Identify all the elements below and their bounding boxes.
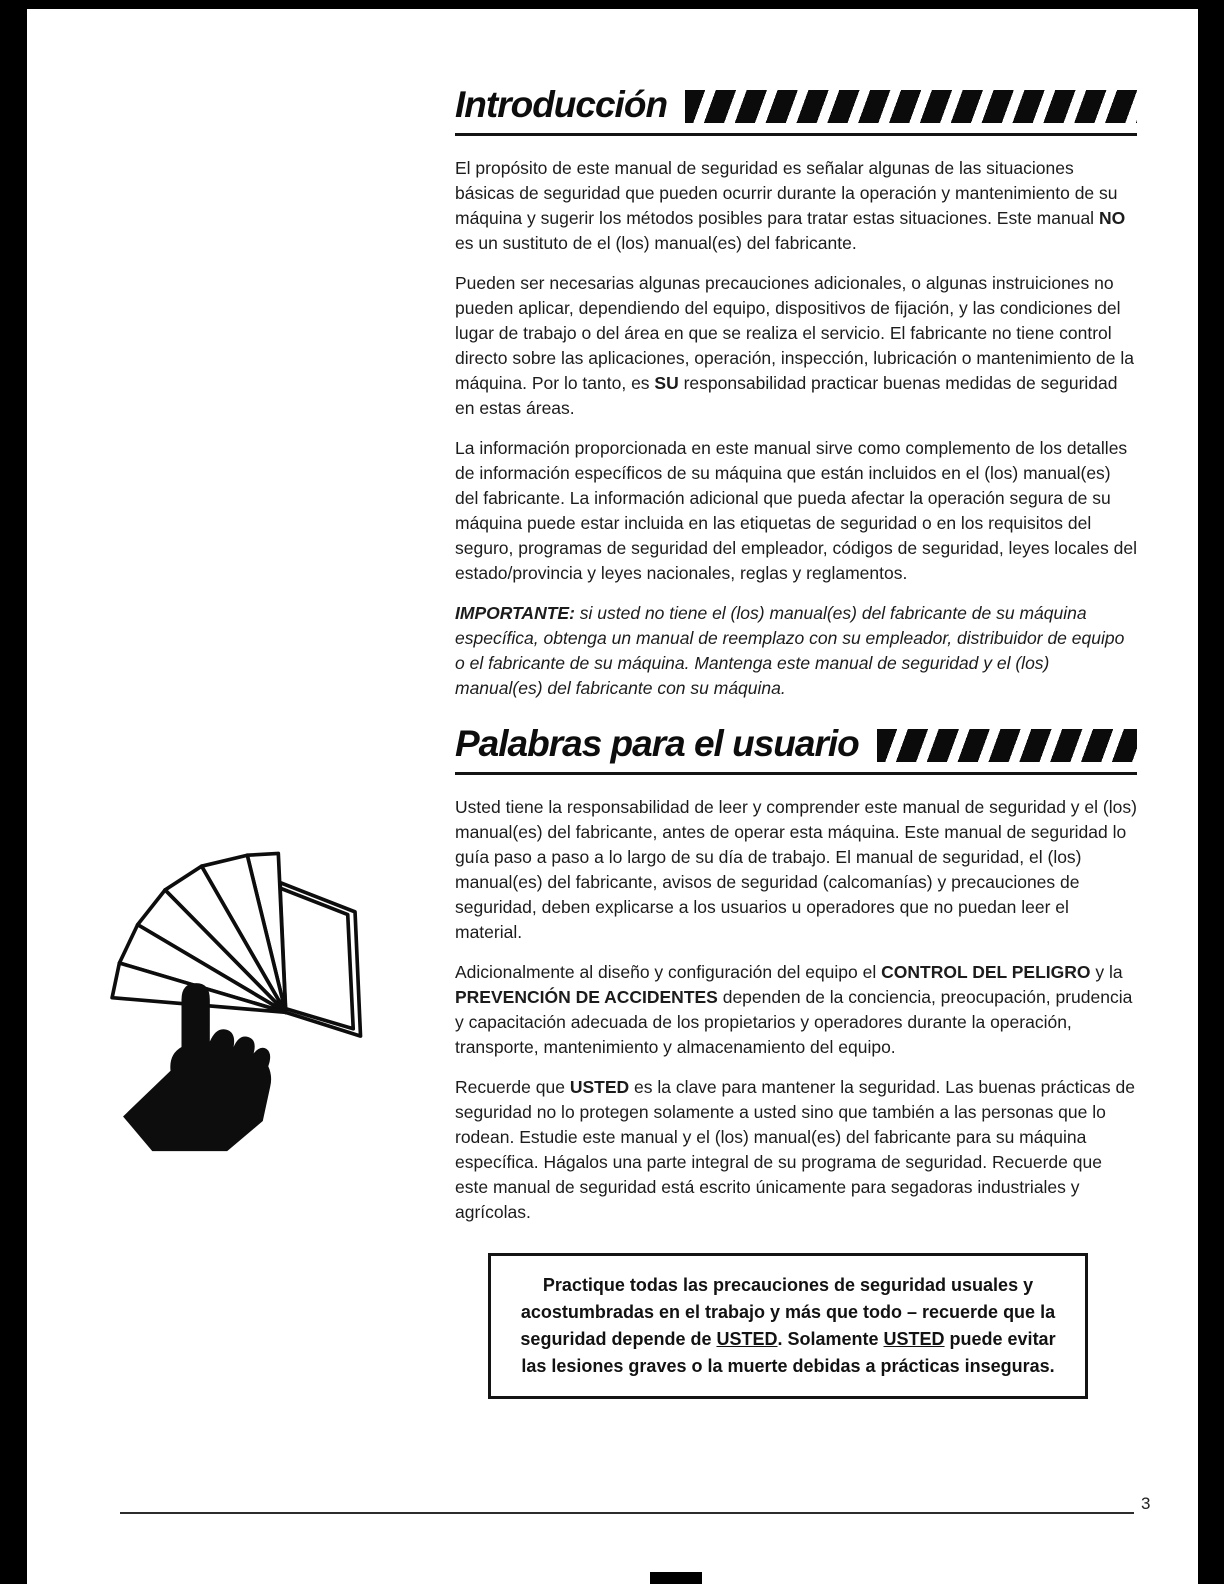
text-segment: SU [654,373,679,393]
text-segment: USTED [716,1329,778,1349]
text-segment: puede evitar las lesiones graves o la muerte debidas a prácticas inseguras. [521,1329,1056,1376]
footer-rule [120,1512,1134,1514]
text-segment: Usted tiene la responsabilidad de leer y comprender este manual de seguridad y el (los) manual(es) del fabricante, antes de operar esta máquina. Este manual de seguridad lo guía paso a paso a lo largo de su día de trabajo. El manual de seguridad, el (los) manual(es) del fabricante, avisos de seguridad (calcomanías) y precauciones de seguridad, deben explicarse a los usuarios u operadores que no puedan leer el material. [455,797,1137,942]
paragraph [455,795,1137,945]
text-segment: Recuerde que [455,1077,570,1097]
paragraph [455,156,1137,256]
text-segment: NO [1098,208,1126,228]
section-body [455,156,1137,701]
text-segment: PREVENCIÓN DE ACCIDENTES [455,987,718,1007]
text-segment: Adicionalmente al diseño y configuración del equipo el [455,962,882,982]
text-segment: CONTROL DEL PELIGRO [881,962,1091,982]
text-segment: dependen de la conciencia, preocupación, prudencia y capacitación adecuada de los propietarios y operadores durante la operación, transporte, mantenimiento y almacenamiento del equipo. [455,987,1133,1057]
paragraph [517,1272,1059,1380]
section-introduccion [455,84,1137,701]
paragraph [455,1075,1137,1225]
hand-pointing-at-open-book-icon [92,832,366,1168]
hazard-stripes-bar [877,729,1137,762]
heading-rule [455,133,1137,136]
section-title: Palabras para el usuario [455,723,859,764]
paragraph [455,960,1137,1060]
text-segment: si usted no tiene el (los) manual(es) del fabricante de su máquina específica, obtenga un manual de reemplazo con su empleador, distribuidor de equipo o el fabricante de su máquina. Mantenga este manual de seguridad y el (los) manual(es) del fabricante con su máquina. [455,603,1125,698]
warning-text [517,1272,1059,1380]
text-segment: El propósito de este manual de seguridad es señalar algunas de las situaciones básicas de seguridad que pueden ocurrir durante la operación y mantenimiento de su máquina y sugerir los métodos posibles para tratar estas situaciones. Este manual [455,158,1118,228]
text-segment: IMPORTANTE: [455,603,575,623]
text-segment: responsabilidad practicar buenas medidas de seguridad en estas áreas. [455,373,1118,418]
text-segment: Practique todas las precauciones de seguridad usuales y acostumbradas en el trabajo y más que todo – recuerde que la seguridad depende de [520,1275,1056,1349]
section-heading-row [455,723,1137,765]
text-segment: USTED [569,1077,630,1097]
section-body [455,795,1137,1225]
page-number: 3 [1141,1494,1151,1513]
scan-artifact-top-bar [0,0,1224,9]
section-palabras-para-el-usuario [455,723,1137,1225]
text-segment: es un sustituto de el (los) manual(es) del fabricante. [455,233,857,253]
text-segment: Pueden ser necesarias algunas precauciones adicionales, o algunas instruiciones no pueden aplicar, dependiendo del equipo, dispositivos de fijación, y las condiciones del lugar de trabajo o del área en que se realiza el servicio. El fabricante no tiene control directo sobre las aplicaciones, operación, inspección, lubricación o mantenimiento de la máquina. Por lo tanto, es [455,273,1134,393]
page-content [455,84,1137,1399]
scan-artifact-right-bar [1198,0,1224,1584]
text-segment: y la [1090,962,1123,982]
text-segment: USTED [883,1329,945,1349]
scan-artifact-bottom-mark [650,1572,702,1584]
paragraph [455,271,1137,421]
text-segment: . Solamente [777,1329,884,1349]
heading-rule [455,772,1137,775]
paragraph [455,601,1137,701]
text-segment: La información proporcionada en este manual sirve como complemento de los detalles de información específicos de su máquina que están incluidos en el (los) manual(es) del fabricante. La información adicional que pueda afectar la operación segura de su máquina puede estar incluida en las etiquetas de seguridad o en los requisitos del seguro, programas de seguridad del empleador, códigos de seguridad, leyes locales del estado/provincia y leyes nacionales, reglas y reglamentos. [455,438,1137,583]
safety-warning-box [488,1253,1088,1399]
scan-artifact-left-bar [0,0,27,1584]
paragraph [455,436,1137,586]
section-title: Introducción [455,84,668,125]
text-segment: es la clave para mantener la seguridad. Las buenas prácticas de seguridad no lo protegen solamente a usted sino que también a las personas que lo rodean. Estudie este manual y el (los) manual(es) del fabricante para su máquina específica. Hágalos una parte integral de su programa de seguridad. Recuerde que este manual de seguridad está escrito únicamente para segadoras industriales y agrícolas. [455,1077,1135,1222]
section-heading-row [455,84,1137,126]
hazard-stripes-bar [685,90,1137,123]
